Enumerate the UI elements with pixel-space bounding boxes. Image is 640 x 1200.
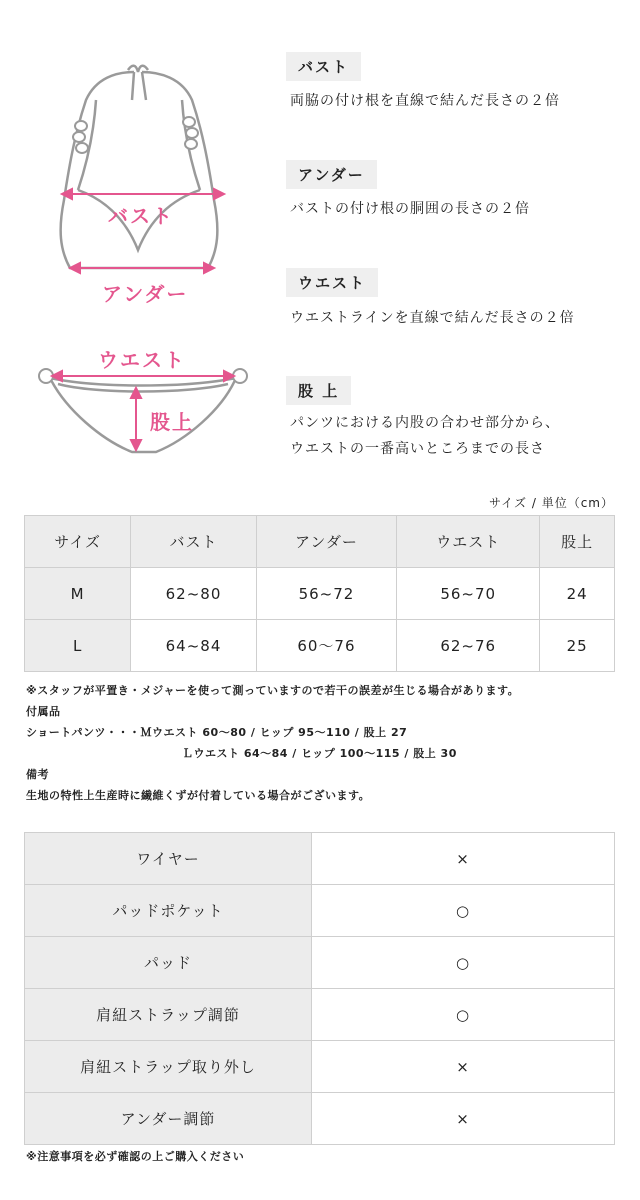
rise-arrow [131,388,141,450]
bikini-bottom-outline [50,378,236,452]
table-row [25,1093,615,1145]
cell-under: 60〜76 [256,620,396,672]
bust-label: バスト [108,204,174,228]
footer-note: ※注意事項を必ず確認の上ご購入ください [26,1150,245,1163]
table-row [25,1041,615,1093]
accessory-line-2: Ｌウエスト 64〜84 / ヒップ 100〜115 / 股上 30 [182,747,457,760]
feature-value-wire: × [312,833,615,885]
table-row [25,568,615,620]
feature-value-pad: ○ [312,937,615,989]
cell-under: 56~72 [256,568,396,620]
rise-def-text [290,410,560,462]
accessory-title: 付属品 [26,705,61,718]
table-row [25,937,615,989]
under-def-text: バストの付け根の胴囲の長さの２倍 [290,201,530,217]
staff-note: ※スタッフが平置き・メジャーを使って測っていますので若干の誤差が生じる場合があります。 [26,684,520,697]
under-def-tag: アンダー [286,160,377,189]
feature-label-strap-removable: 肩紐ストラップ取り外し [25,1041,312,1093]
accessory-line-1: ショートパンツ・・・Ｍウエスト 60〜80 / ヒップ 95〜110 / 股上 27 [26,726,408,739]
bikini-top-outline [61,66,218,268]
feature-value-pad-pocket: ○ [312,885,615,937]
waist-label: ウエスト [98,348,186,372]
header-bust: バスト [131,516,256,568]
remarks-text: 生地の特性上生産時に繊維くずが付着している場合がございます。 [26,789,371,802]
cell-waist: 56~70 [397,568,540,620]
waist-def-text: ウエストラインを直線で結んだ長さの２倍 [290,310,575,326]
rise-def-tag: 股 上 [286,376,351,405]
header-under: アンダー [256,516,396,568]
size-table-header-row [25,516,615,568]
size-table [24,515,615,672]
table-row [25,833,615,885]
feature-value-strap-removable: × [312,1041,615,1093]
cell-rise: 24 [540,568,615,620]
cell-bust: 64~84 [131,620,256,672]
feature-label-pad-pocket: パッドポケット [25,885,312,937]
remarks-title: 備考 [26,768,49,781]
feature-table [24,832,615,1145]
cell-bust: 62~80 [131,568,256,620]
table-row [25,885,615,937]
feature-value-under-adjust: × [312,1093,615,1145]
notes [26,680,519,806]
feature-label-under-adjust: アンダー調節 [25,1093,312,1145]
row-size-m: M [25,568,131,620]
rise-label: 股上 [150,410,194,434]
feature-label-strap-adjust: 肩紐ストラップ調節 [25,989,312,1041]
bikini-illustration [36,60,250,460]
rise-def-line2: ウエストの一番高いところまでの長さ [290,441,545,457]
unit-note: サイズ / 単位（cm） [489,496,614,510]
header-waist: ウエスト [397,516,540,568]
measurement-diagram [36,60,250,460]
rise-def-line1: パンツにおける内股の合わせ部分から、 [290,415,560,431]
bust-def-tag: バスト [286,52,361,81]
cell-rise: 25 [540,620,615,672]
bust-def-text: 両脇の付け根を直線で結んだ長さの２倍 [290,93,560,109]
waist-def-tag: ウエスト [286,268,378,297]
table-row [25,620,615,672]
under-label: アンダー [102,282,189,306]
feature-label-pad: パッド [25,937,312,989]
cell-waist: 62~76 [397,620,540,672]
row-size-l: L [25,620,131,672]
feature-label-wire: ワイヤー [25,833,312,885]
header-rise: 股上 [540,516,615,568]
header-size: サイズ [25,516,131,568]
table-row [25,989,615,1041]
feature-value-strap-adjust: ○ [312,989,615,1041]
under-arrow [70,263,214,273]
